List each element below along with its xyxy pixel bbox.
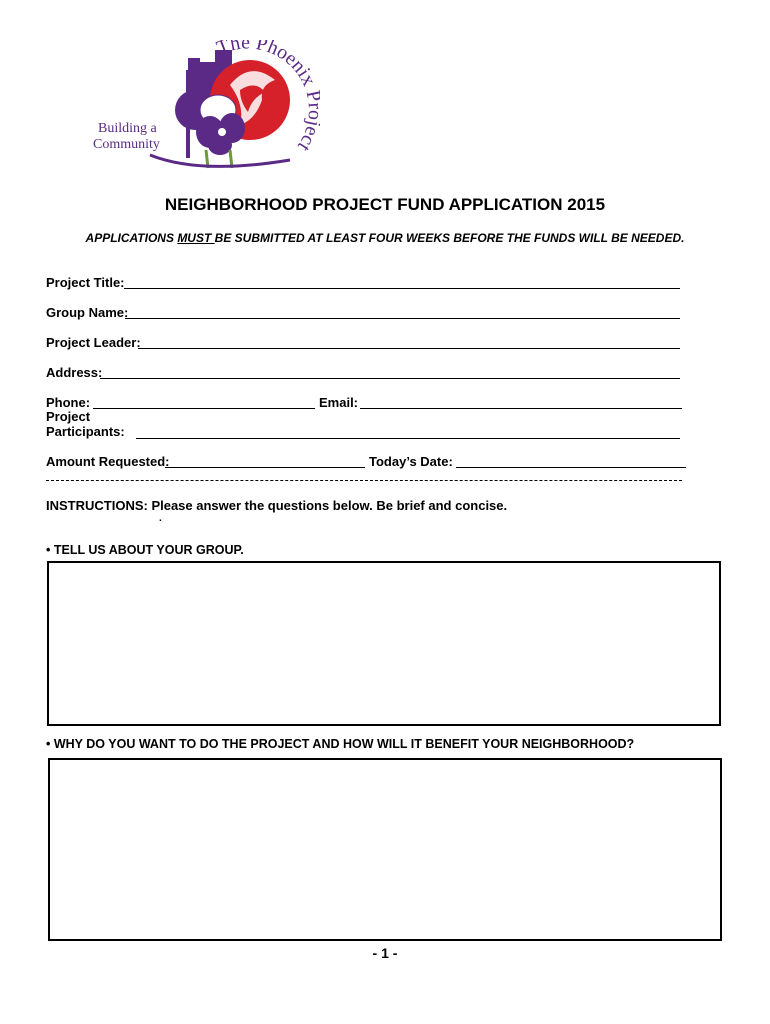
todays-date-field[interactable] — [456, 467, 686, 468]
todays-date-label: Today’s Date: — [369, 454, 453, 469]
participants-field[interactable] — [136, 438, 680, 439]
logo-tagline-line2: Community — [93, 137, 160, 152]
phoenix-project-logo — [90, 40, 320, 175]
project-title-label: Project Title: — [46, 275, 125, 290]
email-label: Email: — [319, 395, 359, 410]
page-title: NEIGHBORHOOD PROJECT FUND APPLICATION 2015 — [164, 195, 606, 214]
benefit-answer-box[interactable] — [48, 758, 722, 941]
address-field[interactable] — [100, 378, 680, 379]
logo-tagline-line1: Building a — [98, 121, 157, 136]
notice-part1: APPLICATIONS — [85, 231, 178, 245]
email-field[interactable] — [360, 408, 682, 409]
address-label: Address: — [46, 365, 103, 380]
project-leader-label: Project Leader: — [46, 335, 141, 350]
question-project-benefit: • WHY DO YOU WANT TO DO THE PROJECT AND HOW WILL IT BENEFIT YOUR NEIGHBORHOOD? — [46, 737, 635, 751]
logo-brand-text: The Phoenix ct — [213, 40, 320, 156]
notice-part2: BE SUBMITTED AT LEAST FOUR WEEKS BEFORE THE FUNDS WILL BE NEEDED. — [214, 231, 685, 245]
group-name-field[interactable] — [125, 318, 680, 319]
phone-field[interactable] — [93, 408, 315, 409]
participants-label-line1: Project — [46, 409, 91, 424]
submission-notice — [0, 231, 770, 245]
group-answer-box[interactable] — [47, 561, 721, 726]
section-divider — [46, 480, 682, 481]
logo-graphic — [90, 40, 320, 175]
project-title-field[interactable] — [124, 288, 680, 289]
question-about-group: • TELL US ABOUT YOUR GROUP. — [46, 543, 244, 557]
project-leader-field[interactable] — [138, 348, 680, 349]
page-number: - 1 - — [372, 945, 398, 961]
group-name-label: Group Name: — [46, 305, 129, 320]
notice-must: MUST — [177, 231, 215, 245]
phone-label: Phone: — [46, 395, 91, 410]
participants-label-line2: Participants: — [46, 424, 125, 439]
amount-requested-label: Amount Requested: — [46, 454, 170, 469]
amount-requested-field[interactable] — [165, 467, 365, 468]
instructions-text: INSTRUCTIONS: Please answer the questions below. Be brief and concise. — [46, 498, 508, 513]
instructions-dot: . — [159, 513, 162, 524]
